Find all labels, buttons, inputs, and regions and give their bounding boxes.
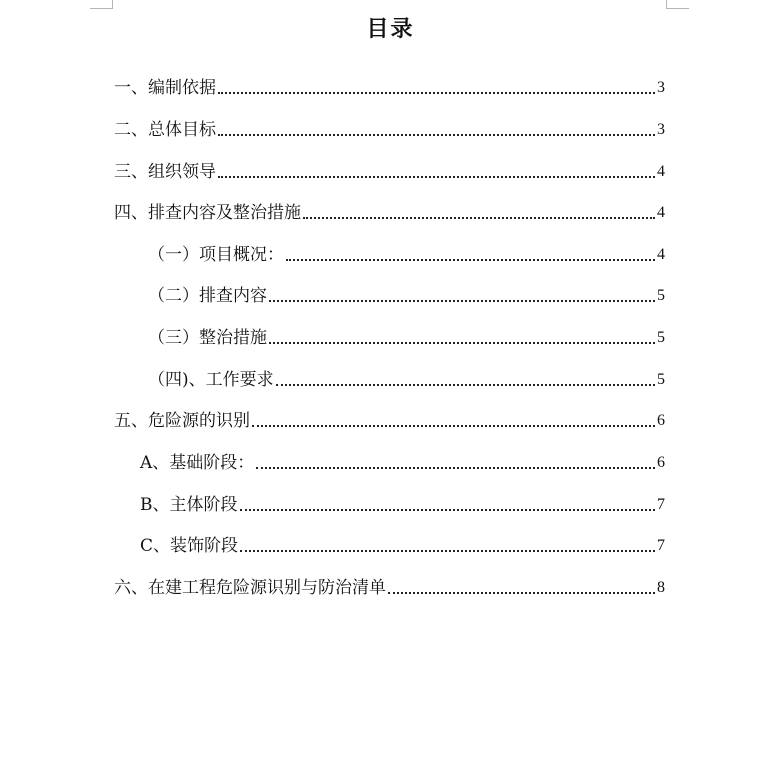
- toc-entry-label: （三）整治措施: [148, 328, 267, 348]
- toc-entry-label: 四、排查内容及整治措施: [114, 203, 301, 223]
- toc-entry-page: 7: [657, 537, 665, 554]
- toc-entry-label: （二）排查内容: [148, 286, 267, 306]
- toc-entry[interactable]: [114, 160, 665, 184]
- toc-leader-dots: [256, 467, 655, 469]
- toc-leader-dots: [388, 592, 655, 594]
- toc-entry-page: 3: [657, 121, 665, 138]
- toc-entry-label: （四)、工作要求: [148, 370, 274, 390]
- toc-entry-label: 三、组织领导: [114, 162, 216, 182]
- toc-entry[interactable]: [148, 368, 665, 392]
- toc-entry-label: 一、编制依据: [114, 78, 216, 98]
- toc-entry-label: B、主体阶段: [140, 495, 238, 515]
- toc-leader-dots: [252, 425, 655, 427]
- toc-entry-page: 6: [657, 412, 665, 429]
- toc-entry-label: 六、在建工程危险源识别与防治清单: [114, 578, 386, 598]
- toc-entry-page: 4: [657, 246, 665, 263]
- toc-leader-dots: [240, 550, 655, 552]
- toc-entry[interactable]: [140, 534, 665, 558]
- toc-leader-dots: [218, 176, 655, 178]
- toc-leader-dots: [276, 384, 655, 386]
- toc-entry-page: 4: [657, 204, 665, 221]
- toc-entry[interactable]: [114, 118, 665, 142]
- toc-entry-page: 5: [657, 329, 665, 346]
- toc-entry[interactable]: [148, 243, 665, 267]
- toc-entry[interactable]: [140, 451, 665, 475]
- toc-entry[interactable]: [114, 201, 665, 225]
- toc-entry[interactable]: [148, 326, 665, 350]
- toc-leader-dots: [269, 342, 655, 344]
- toc-entry-page: 7: [657, 496, 665, 513]
- toc-entry-page: 3: [657, 79, 665, 96]
- toc-entry-label: 二、总体目标: [114, 120, 216, 140]
- toc-entry[interactable]: [140, 493, 665, 517]
- toc-leader-dots: [218, 92, 655, 94]
- toc-entry-page: 4: [657, 163, 665, 180]
- toc-entry-page: 6: [657, 454, 665, 471]
- toc-entry-page: 8: [657, 579, 665, 596]
- toc-entry[interactable]: [114, 576, 665, 600]
- toc-entry-label: 五、危险源的识别: [114, 411, 250, 431]
- toc-leader-dots: [303, 217, 655, 219]
- toc-leader-dots: [240, 509, 656, 511]
- toc-leader-dots: [286, 259, 655, 261]
- toc-entry-label: A、基础阶段：: [140, 453, 255, 473]
- toc-entry[interactable]: [148, 284, 665, 308]
- toc-entry[interactable]: [114, 409, 665, 433]
- toc-leader-dots: [218, 134, 655, 136]
- toc-entry-page: 5: [657, 371, 665, 388]
- toc-entry-page: 5: [657, 287, 665, 304]
- toc-entry-label: （一）项目概况：: [148, 245, 284, 265]
- toc-leader-dots: [269, 300, 655, 302]
- toc-title: 目录: [366, 17, 415, 42]
- toc-entry-label: C、装饰阶段: [140, 536, 239, 556]
- toc-entry[interactable]: [114, 76, 665, 100]
